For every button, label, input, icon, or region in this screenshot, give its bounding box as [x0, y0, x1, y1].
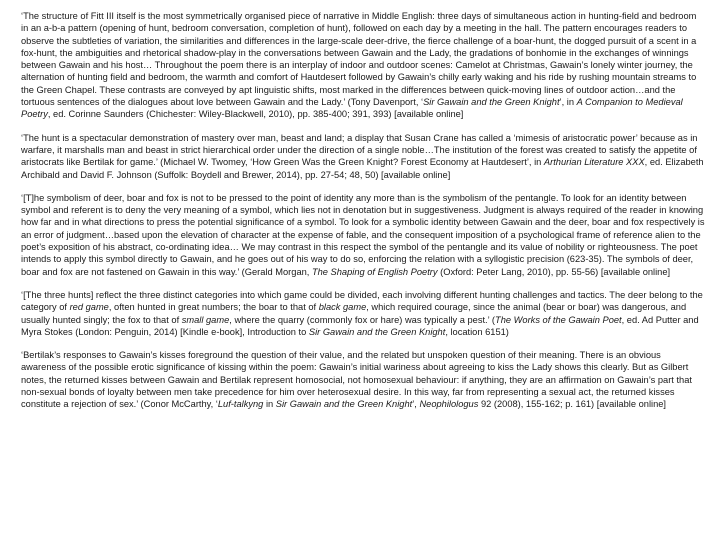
- italic-title: Sir Gawain and the Green Knight: [423, 97, 560, 108]
- quote-paragraph: [21, 10, 706, 121]
- quote-text: ’,: [412, 399, 420, 410]
- quote-text: ‘The hunt is a spectacular demonstration of mastery over man, beast and land; a display that Susan Crane has called a ‘mimesis of aristocratic power’ because as in warfare, it marshalls man and beast in strict hierarchical order under the direction of a single noble…The institution of the forest was created to satisfy the appetite of aristocrats like Bertilak for game.’ (Michael W. Twomey, ‘How Green Was the Green Knight? Forest Economy at Hautdesert’, in: [21, 132, 698, 168]
- italic-title: black game: [318, 302, 367, 313]
- quote-text: , ed. Corinne Saunders (Chichester: Wiley-Blackwell, 2010), pp. 385-400; 391, 393) [available online]: [47, 109, 464, 120]
- quote-text: , ed. Elizabeth Archibald and David F. Johnson (Suffolk: Boydell and Brewer, 2014), pp. 27-54; 48, 50) [available online]: [21, 157, 704, 180]
- italic-title: Arthurian Literature XXX: [543, 157, 645, 168]
- quote-text: , location 6151): [445, 326, 509, 337]
- italic-title: Neophilologus: [419, 399, 479, 410]
- italic-title: red game: [69, 302, 109, 313]
- quote-text: in: [263, 399, 276, 410]
- quote-text: 92 (2008), 155-162; p. 161) [available online]: [478, 399, 666, 410]
- italic-title: The Works of the Gawain Poet: [495, 314, 622, 325]
- quote-text: , often hunted in great numbers; the boar to that of: [108, 302, 319, 313]
- quote-text: , ed. Ad Putter and Myra Stokes (London: Penguin, 2014) [Kindle e-book], Introduction to: [21, 314, 699, 337]
- italic-title: Sir Gawain and the Green Knight: [275, 399, 413, 410]
- quote-text: , which required courage, since the animal (bear or boar) was dangerous, and usually hunted singly; the fox to that of: [21, 302, 687, 325]
- quote-paragraph: [21, 289, 706, 338]
- quote-text: ‘[The three hunts] reflect the three distinct categories into which game could be divided, each involving different hunting challenges and tactics. The deer belong to the category of: [21, 289, 703, 313]
- quote-text: , where the quarry (commonly fox or hare) was typically a pest.’ (: [229, 314, 496, 325]
- quote-text: ‘[T]he symbolism of deer, boar and fox is not to be pressed to the point of identity any more than is the symbolism of the pentangle. To look for an identity between symbol and referent is to deny the very meaning of a symbol, which lies not in denotation but in suggestiveness. Judgment is always required of the reader in knowing how far and in what directions to press the potential significance of a symbol. To look for a symbolic identity between Gawain and the deer, boar and fox respectively is an error of judgment…based upon the elevation of character at the expense of fable, and the consequent imposition of a psychological frame of reference alien to the poet’s exposition of his abstract, co-ordinating idea… We may contrast in this respect the symbol of the pentangle and its value of nobility or righteousness. The poet intends to apply this symbol directly to Gawain, and he goes out of his way to do so, enforcing the relation with a syllogistic precision (623-35). The symbols of deer, boar and fox are not fastened on Gawain in this way.’ (Gerald Morgan,: [21, 192, 705, 277]
- italic-title: Sir Gawain and the Green Knight: [308, 326, 446, 337]
- italic-title: A Companion to Medieval Poetry: [21, 97, 683, 120]
- quote-text: ‘The structure of Fitt III itself is the most symmetrically organised piece of narrative in Middle English: three days of simultaneous action in hunting-field and bedroom in an a-b-a pattern (opening of hunt, bedroom conversation, completion of hunt), followed on each day by a meeting in the hall. The pattern encourages readers to observe the subtleties of variation, the similarities and differences in the large-scale deer-drive, the fierce challenge of a boar-hunt, the dogged pursuit of a scent in a fox-hunt, the ambiguities and rhetorical shadow-play in the conversations between Gawain and the Lady, the gradations of bonhomie in the exchanges of winnings between Gawain and his host… Throughout the poem there is an interplay of indoor and outdoor scenes: Camelot at Christmas, Gawain’s lonely winter journey, the alternation of hunting field and bedroom, the warmth and comfort of Hautdesert followed by Gawain’s chilly early waking and his ride by rushing mountain streams to the Green Chapel. These contrasts are conveyed by apt linguistic shifts, most marked in the differences between quick-moving lines of outdoor action…and the tortuous sentences of the dialogues about love between Gawain and the Lady.’ (Tony Davenport, ‘: [21, 11, 697, 108]
- quote-paragraph: [21, 192, 706, 278]
- quote-paragraph: [21, 349, 706, 410]
- italic-title: Luf-talkyng: [217, 399, 264, 410]
- quote-text: ’, in: [559, 97, 577, 108]
- quote-paragraph: [21, 132, 706, 181]
- quote-text: (Oxford: Peter Lang, 2010), pp. 55-56) [available online]: [437, 266, 671, 277]
- italic-title: The Shaping of English Poetry: [311, 266, 438, 277]
- italic-title: small game: [181, 314, 230, 325]
- quote-text: ‘Bertilak’s responses to Gawain’s kisses foreground the question of their value, and the related but unspoken question of their meaning. There is an obvious awareness of the possible erotic significance of kissing within the poem: Gawain’s initial wariness about agreeing to kiss the Lady shows this clearly. But as Gilbert notes, the returned kisses between Gawain and Bertilak represent homosocial, not homosexual behaviour: if anything, they are an affirmation on Gawain’s part that non-sexual bonds of loyalty between men take precedence for him over heterosexual desire. In this way, far from representing a sexual act, the returned kisses constitute a rejection of sex.’ (Conor McCarthy, ‘: [21, 350, 692, 410]
